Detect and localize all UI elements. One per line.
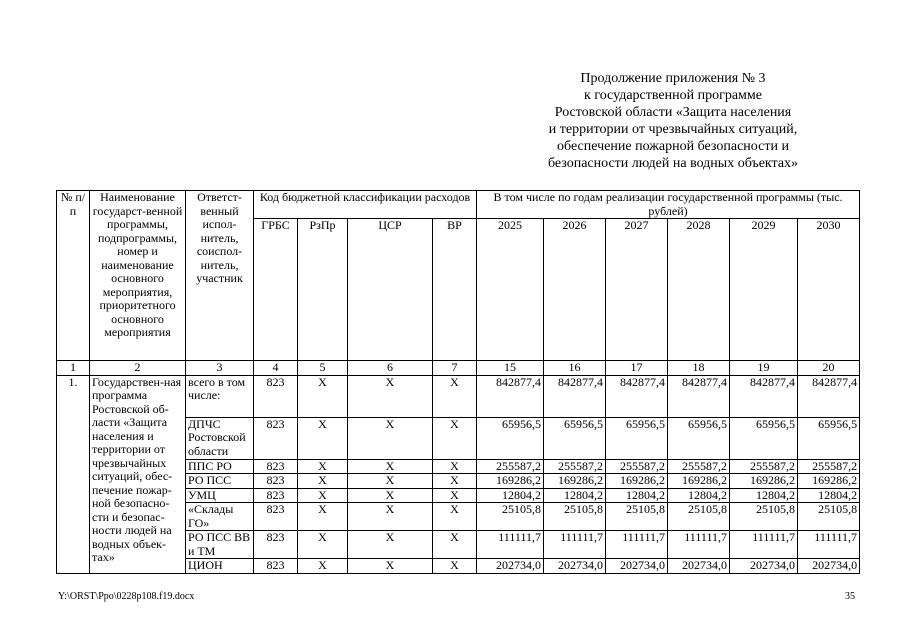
responsible-cell: РО ПСС ВВ и ТМ (186, 531, 254, 559)
csr-cell: X (348, 474, 433, 489)
value-cell: 202734,0 (606, 559, 668, 574)
rzpr-cell: X (298, 531, 348, 559)
value-cell: 202734,0 (477, 559, 544, 574)
responsible-cell: всего в том числе: (186, 375, 254, 417)
column-number: 5 (298, 361, 348, 376)
column-number: 2 (90, 361, 186, 376)
column-number: 18 (668, 361, 730, 376)
value-cell: 25105,8 (606, 503, 668, 531)
value-cell: 12804,2 (668, 488, 730, 503)
vr-cell: X (433, 559, 477, 574)
value-cell: 842877,4 (606, 375, 668, 417)
rzpr-cell: X (298, 417, 348, 459)
vr-cell: X (433, 375, 477, 417)
value-cell: 25105,8 (477, 503, 544, 531)
csr-cell: X (348, 459, 433, 474)
responsible-cell: «Склады ГО» (186, 503, 254, 531)
rzpr-cell: X (298, 459, 348, 474)
rzpr-cell: X (298, 503, 348, 531)
header-row (57, 191, 860, 219)
value-cell: 169286,2 (606, 474, 668, 489)
column-number: 15 (477, 361, 544, 376)
header-year: 2026 (544, 219, 606, 361)
responsible-cell: ППС РО (186, 459, 254, 474)
column-number: 17 (606, 361, 668, 376)
grbs-cell: 823 (254, 417, 298, 459)
header-grbs: ГРБС (254, 219, 298, 361)
heading-line: к государственной программе (584, 88, 762, 103)
header-year: 2025 (477, 219, 544, 361)
header-year: 2028 (668, 219, 730, 361)
responsible-cell: УМЦ (186, 488, 254, 503)
budget-table (56, 190, 860, 574)
value-cell: 111111,7 (477, 531, 544, 559)
header-rzpr: РзПр (298, 219, 348, 361)
value-cell: 65956,5 (730, 417, 798, 459)
value-cell: 255587,2 (798, 459, 860, 474)
column-number: 16 (544, 361, 606, 376)
csr-cell: X (348, 375, 433, 417)
column-number: 7 (433, 361, 477, 376)
header-kbk: Код бюджетной классификации расходов (254, 191, 477, 219)
item-number: 1. (57, 375, 90, 573)
value-cell: 65956,5 (544, 417, 606, 459)
csr-cell: X (348, 417, 433, 459)
value-cell: 169286,2 (798, 474, 860, 489)
value-cell: 25105,8 (668, 503, 730, 531)
value-cell: 202734,0 (798, 559, 860, 574)
program-name: Государствен-ная программа Ростовской об-ласти «Защита населения и территории от чрезвычайных ситуаций, обес-печение пожар-ной безопасно-сти и безопас-ности людей на водных объек-тах» (90, 375, 186, 573)
column-number: 1 (57, 361, 90, 376)
vr-cell: X (433, 459, 477, 474)
value-cell: 25105,8 (798, 503, 860, 531)
value-cell: 842877,4 (668, 375, 730, 417)
header-year: 2027 (606, 219, 668, 361)
value-cell: 255587,2 (668, 459, 730, 474)
page-number: 35 (845, 591, 855, 602)
rzpr-cell: X (298, 559, 348, 574)
value-cell: 842877,4 (798, 375, 860, 417)
value-cell: 169286,2 (668, 474, 730, 489)
csr-cell: X (348, 559, 433, 574)
column-number: 3 (186, 361, 254, 376)
value-cell: 255587,2 (544, 459, 606, 474)
value-cell: 169286,2 (730, 474, 798, 489)
header-years-group: В том числе по годам реализации государственной программы (тыс. рублей) (477, 191, 860, 219)
heading-line: Ростовской области «Защита населения (554, 105, 792, 120)
value-cell: 65956,5 (798, 417, 860, 459)
grbs-cell: 823 (254, 459, 298, 474)
value-cell: 842877,4 (544, 375, 606, 417)
header-name: Наименование государст-венной программы, подпрограммы, номер и наименование основного мероприятия, приоритетного основного мероприятия (90, 191, 186, 361)
value-cell: 111111,7 (730, 531, 798, 559)
value-cell: 111111,7 (606, 531, 668, 559)
value-cell: 65956,5 (477, 417, 544, 459)
value-cell: 255587,2 (477, 459, 544, 474)
header-num: № п/п (57, 191, 90, 361)
rzpr-cell: X (298, 375, 348, 417)
vr-cell: X (433, 474, 477, 489)
value-cell: 12804,2 (477, 488, 544, 503)
value-cell: 25105,8 (544, 503, 606, 531)
value-cell: 169286,2 (544, 474, 606, 489)
csr-cell: X (348, 503, 433, 531)
header-csr: ЦСР (348, 219, 433, 361)
grbs-cell: 823 (254, 488, 298, 503)
value-cell: 202734,0 (668, 559, 730, 574)
value-cell: 111111,7 (668, 531, 730, 559)
value-cell: 255587,2 (606, 459, 668, 474)
value-cell: 12804,2 (798, 488, 860, 503)
value-cell: 202734,0 (544, 559, 606, 574)
vr-cell: X (433, 417, 477, 459)
responsible-cell: ЦИОН (186, 559, 254, 574)
header-vr: ВР (433, 219, 477, 361)
grbs-cell: 823 (254, 474, 298, 489)
file-path: Y:\ORST\Ppo\0228p108.f19.docx (58, 591, 195, 602)
value-cell: 12804,2 (606, 488, 668, 503)
heading-line: безопасности людей на водных объектах» (547, 156, 799, 171)
value-cell: 65956,5 (606, 417, 668, 459)
column-number: 19 (730, 361, 798, 376)
value-cell: 169286,2 (477, 474, 544, 489)
header-year: 2030 (798, 219, 860, 361)
vr-cell: X (433, 503, 477, 531)
column-number: 4 (254, 361, 298, 376)
column-number-row (57, 361, 860, 376)
header-responsible: Ответст-венный испол-нитель, соиспол-нитель, участник (186, 191, 254, 361)
value-cell: 12804,2 (730, 488, 798, 503)
grbs-cell: 823 (254, 559, 298, 574)
column-number: 20 (798, 361, 860, 376)
header-year: 2029 (730, 219, 798, 361)
grbs-cell: 823 (254, 531, 298, 559)
responsible-cell: РО ПСС (186, 474, 254, 489)
heading-line: Продолжение приложения № 3 (580, 71, 766, 86)
grbs-cell: 823 (254, 503, 298, 531)
csr-cell: X (348, 488, 433, 503)
value-cell: 842877,4 (730, 375, 798, 417)
value-cell: 255587,2 (730, 459, 798, 474)
grbs-cell: 823 (254, 375, 298, 417)
responsible-cell: ДПЧС Ростовской области (186, 417, 254, 459)
table-row (57, 375, 860, 417)
value-cell: 12804,2 (544, 488, 606, 503)
rzpr-cell: X (298, 474, 348, 489)
document-heading (493, 70, 853, 172)
value-cell: 25105,8 (730, 503, 798, 531)
column-number: 6 (348, 361, 433, 376)
value-cell: 111111,7 (798, 531, 860, 559)
vr-cell: X (433, 488, 477, 503)
value-cell: 842877,4 (477, 375, 544, 417)
heading-line: и территории от чрезвычайных ситуаций, (548, 122, 798, 137)
csr-cell: X (348, 531, 433, 559)
vr-cell: X (433, 531, 477, 559)
value-cell: 111111,7 (544, 531, 606, 559)
heading-line: обеспечение пожарной безопасности и (557, 139, 789, 154)
value-cell: 202734,0 (730, 559, 798, 574)
value-cell: 65956,5 (668, 417, 730, 459)
rzpr-cell: X (298, 488, 348, 503)
